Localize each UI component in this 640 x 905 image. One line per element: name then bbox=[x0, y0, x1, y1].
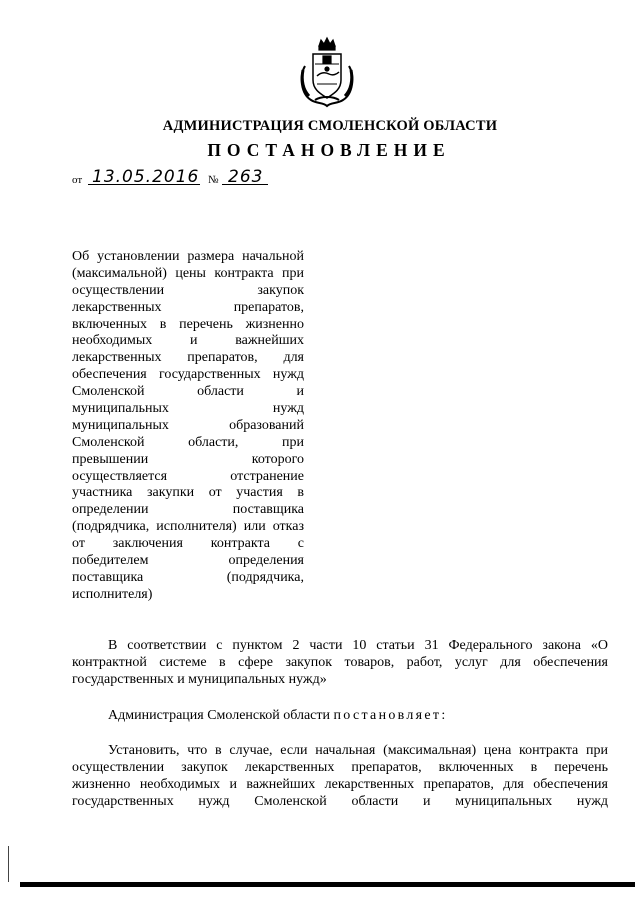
title-line: лекарственных препаратов, для bbox=[72, 350, 304, 366]
organization-name: АДМИНИСТРАЦИЯ СМОЛЕНСКОЙ ОБЛАСТИ bbox=[162, 118, 498, 134]
paragraph-line: жизненно необходимых и важнейших лекарственных препаратов, для обеспечения bbox=[72, 777, 608, 792]
title-line: победителем определения bbox=[72, 553, 304, 569]
date-label: от bbox=[72, 174, 83, 186]
title-line: необходимых и важнейших bbox=[72, 333, 304, 349]
title-line: муниципальных нужд bbox=[72, 401, 304, 417]
title-line: участника закупки от участия в bbox=[72, 485, 304, 501]
title-line: превышении которого bbox=[72, 451, 304, 467]
date-value: 13.05.2016 bbox=[92, 167, 200, 187]
smolensk-oblast-coat-of-arms-icon bbox=[297, 36, 357, 108]
title-line: обеспечения государственных нужд bbox=[72, 367, 304, 383]
title-line: (максимальной) цены контракта при bbox=[72, 265, 304, 281]
paragraph-resolution bbox=[72, 742, 608, 810]
title-line: Смоленской области, при bbox=[72, 434, 304, 450]
title-line: включенных в перечень жизненно bbox=[72, 316, 304, 332]
paragraph-decree bbox=[72, 707, 608, 724]
title-line: Смоленской области и bbox=[72, 384, 304, 400]
number-value: 263 bbox=[228, 167, 264, 187]
title-line: лекарственных препаратов, bbox=[72, 299, 304, 315]
paragraph-line bbox=[72, 707, 608, 724]
scan-edge-bar bbox=[20, 882, 635, 887]
paragraph-line: государственных нужд Смоленской области и муниципальных нужд bbox=[72, 794, 608, 809]
decree-spaced-word: постановляет: bbox=[333, 708, 448, 723]
document-title bbox=[72, 249, 304, 604]
paragraph-line: государственных и муниципальных нужд» bbox=[72, 672, 327, 687]
title-line: поставщика (подрядчика, bbox=[72, 569, 304, 585]
title-line: осуществлении закупок bbox=[72, 282, 304, 298]
paragraph-legal-basis bbox=[72, 637, 608, 688]
title-line: муниципальных образований bbox=[72, 417, 304, 433]
title-line: исполнителя) bbox=[72, 586, 153, 602]
paragraph-line: В соответствии с пунктом 2 части 10 статьи 31 Федерального закона «О bbox=[108, 638, 608, 653]
title-line: определении поставщика bbox=[72, 502, 304, 518]
paragraph-line: контрактной системе в сфере закупок товаров, работ, услуг для обеспечения bbox=[72, 655, 608, 670]
scan-margin-mark bbox=[8, 846, 9, 882]
paragraph-line: осуществлении закупок лекарственных препаратов, включенных в перечень bbox=[72, 760, 608, 775]
title-line: осуществляется отстранение bbox=[72, 468, 304, 484]
paragraph-line: Установить, что в случае, если начальная (максимальная) цена контракта при bbox=[108, 743, 608, 758]
title-line: Об установлении размера начальной bbox=[72, 249, 304, 264]
decree-prefix: Администрация Смоленской области bbox=[108, 708, 331, 723]
title-line: от заключения контракта с bbox=[72, 536, 304, 552]
document-type: ПОСТАНОВЛЕНИЕ bbox=[207, 140, 451, 160]
number-label: № bbox=[208, 174, 219, 186]
title-line: (подрядчика, исполнителя) или отказ bbox=[72, 519, 304, 535]
